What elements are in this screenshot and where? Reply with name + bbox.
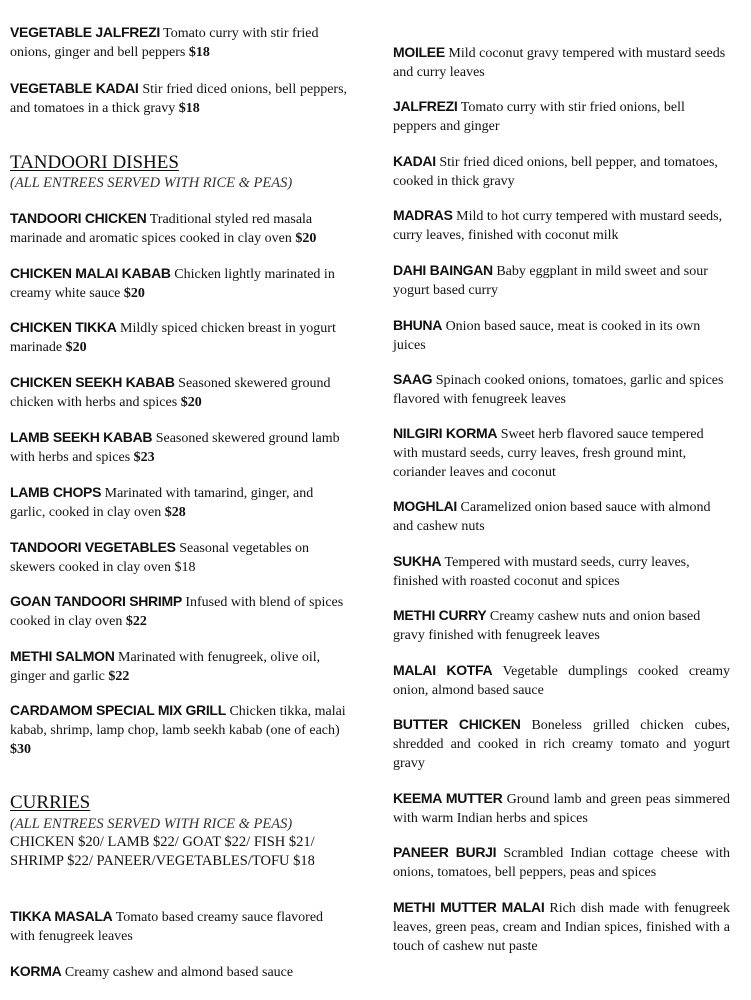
item-desc: Rich dish made with fenugreek leaves, green peas, cream and Indian spices, finished with a touch of cashew nut paste [393,901,730,954]
menu-item [10,373,347,412]
item-name: VEGETABLE JALFREZI [10,24,160,40]
item-desc: Scrambled Indian cottage cheese with onions, tomatoes, bell peppers, peas and spices [393,846,731,880]
menu-item [393,370,730,409]
item-name: JALFREZI [393,98,458,114]
item-price: $20 [123,286,145,301]
item-desc: Seasonal vegetables on skewers cooked in clay oven $18 [10,541,310,575]
item-desc: Sweet herb flavored sauce tempered with mustard seeds, curry leaves, fresh ground mint, coriander leaves and coconut [393,427,704,480]
item-desc: Baby eggplant in mild sweet and sour yogurt based curry [393,264,708,298]
item-name: KEEMA MUTTER [393,790,503,806]
item-price: $20 [65,340,87,355]
item-desc: Marinated with tamarind, ginger, and garlic, cooked in clay oven [10,486,314,520]
item-price: $22 [108,669,130,684]
item-desc: Seasoned skewered ground lamb with herbs and spices [10,431,340,465]
item-price: $20 [295,231,317,246]
item-desc: Tomato curry with stir fried onions, ginger and bell peppers [10,26,319,60]
item-name: DAHI BAINGAN [393,262,493,278]
item-desc: Spinach cooked onions, tomatoes, garlic and spices flavored with fenugreek leaves [393,373,724,407]
item-name: BUTTER CHICKEN [393,716,521,732]
item-name: TANDOORI CHICKEN [10,210,147,226]
item-name: KADAI [393,153,436,169]
item-price: $22 [125,614,147,629]
menu-item [10,962,347,982]
item-desc: Mild coconut gravy tempered with mustard seeds and curry leaves [393,46,726,80]
item-name: MOGHLAI [393,498,458,514]
item-desc: Tomato based creamy sauce flavored with fenugreek leaves [10,910,324,944]
menu-item [10,209,347,248]
item-desc: Vegetable dumplings cooked creamy onion, almond based sauce [393,664,731,698]
item-name: NILGIRI KORMA [393,425,498,441]
item-name: TANDOORI VEGETABLES [10,539,176,555]
item-name: METHI SALMON [10,648,115,664]
menu-item [10,428,347,467]
menu-item [393,661,730,700]
item-desc: Creamy cashew nuts and onion based gravy finished with fenugreek leaves [393,609,701,643]
item-desc: Tomato curry with stir fried onions, bell peppers and ginger [393,100,685,134]
menu-item [10,592,347,631]
item-name: CHICKEN SEEKH KABAB [10,374,175,390]
menu-item-vegetable-jalfrezi [10,23,347,62]
menu-item [393,152,730,191]
menu-item [10,483,347,522]
item-desc: Mildly spiced chicken breast in yogurt marinade [10,321,336,355]
curries-section-title: CURRIES [10,792,91,813]
menu-item [393,789,730,828]
item-name: CHICKEN TIKKA [10,319,117,335]
item-name: BHUNA [393,317,443,333]
item-name: SUKHA [393,553,442,569]
item-desc: Chicken tikka, malai kabab, shrimp, lamp chop, lamb seekh kabab (one of each) [10,704,346,738]
menu-item [393,424,730,482]
menu-item [393,715,730,773]
item-desc: Creamy cashew and almond based sauce [64,965,294,980]
menu-item [10,907,347,946]
item-name: KORMA [10,963,62,979]
menu-item [393,316,730,355]
menu-item [10,318,347,357]
menu-item [10,701,347,759]
item-desc: Mild to hot curry tempered with mustard seeds, curry leaves, finished with coconut milk [393,209,723,243]
curries-section-subtitle: (ALL ENTREES SERVED WITH RICE & PEAS) [10,816,293,832]
menu-item [10,264,347,303]
menu-item [393,552,730,591]
item-name: SAAG [393,371,433,387]
item-name: PANEER BURJI [393,844,497,860]
menu-item [393,43,730,82]
item-desc: Chicken lightly marinated in creamy white sauce [10,267,335,301]
item-name: CARDAMOM SPECIAL MIX GRILL [10,702,226,718]
menu-item [10,647,347,686]
item-price: $28 [164,505,186,520]
tandoori-section-subtitle: (ALL ENTREES SERVED WITH RICE & PEAS) [10,175,293,191]
tandoori-section-title: TANDOORI DISHES [10,152,179,173]
item-name: GOAN TANDOORI SHRIMP [10,593,182,609]
menu-item [393,206,730,245]
item-name: METHI CURRY [393,607,487,623]
item-desc: Marinated with fenugreek, olive oil, ginger and garlic [10,650,321,684]
menu-item [393,843,730,882]
item-name: LAMB CHOPS [10,484,102,500]
item-price: $18 [178,101,200,116]
item-price: $18 [188,45,210,60]
menu-item [393,97,730,136]
item-desc: Caramelized onion based sauce with almond and cashew nuts [393,500,711,534]
item-name: MALAI KOTFA [393,662,493,678]
item-name: CHICKEN MALAI KABAB [10,265,171,281]
menu-item [393,497,730,536]
item-name: VEGETABLE KADAI [10,80,139,96]
curries-price-list: CHICKEN $20/ LAMB $22/ GOAT $22/ FISH $21/ SHRIMP $22/ PANEER/VEGETABLES/TOFU $18 [10,834,315,869]
item-name: MOILEE [393,44,445,60]
item-desc: Seasoned skewered ground chicken with herbs and spices [10,376,331,410]
item-price: $20 [180,395,202,410]
item-price: $30 [10,742,31,757]
item-desc: Boneless grilled chicken cubes, shredded and cooked in rich creamy tomato and yogurt gravy [393,718,730,771]
item-name: LAMB SEEKH KABAB [10,429,153,445]
item-desc: Ground lamb and green peas simmered with warm Indian herbs and spices [393,792,731,826]
item-desc: Traditional styled red masala marinade and aromatic spices cooked in clay oven [10,212,313,246]
menu-item [393,261,730,300]
item-desc: Stir fried diced onions, bell peppers, and tomatoes in a thick gravy [10,82,348,116]
menu-item [393,898,730,956]
item-name: TIKKA MASALA [10,908,113,924]
menu-item [393,606,730,645]
item-name: MADRAS [393,207,453,223]
item-desc: Tempered with mustard seeds, curry leaves, finished with roasted coconut and spices [393,555,690,589]
item-price: $23 [133,450,155,465]
item-desc: Onion based sauce, meat is cooked in its own juices [393,319,701,353]
item-name: METHI MUTTER MALAI [393,899,545,915]
menu-item [10,538,347,577]
item-desc: Stir fried diced onions, bell pepper, and tomatoes, cooked in thick gravy [393,155,718,189]
item-desc: Infused with blend of spices cooked in clay oven [10,595,344,629]
menu-item-vegetable-kadai [10,79,347,118]
